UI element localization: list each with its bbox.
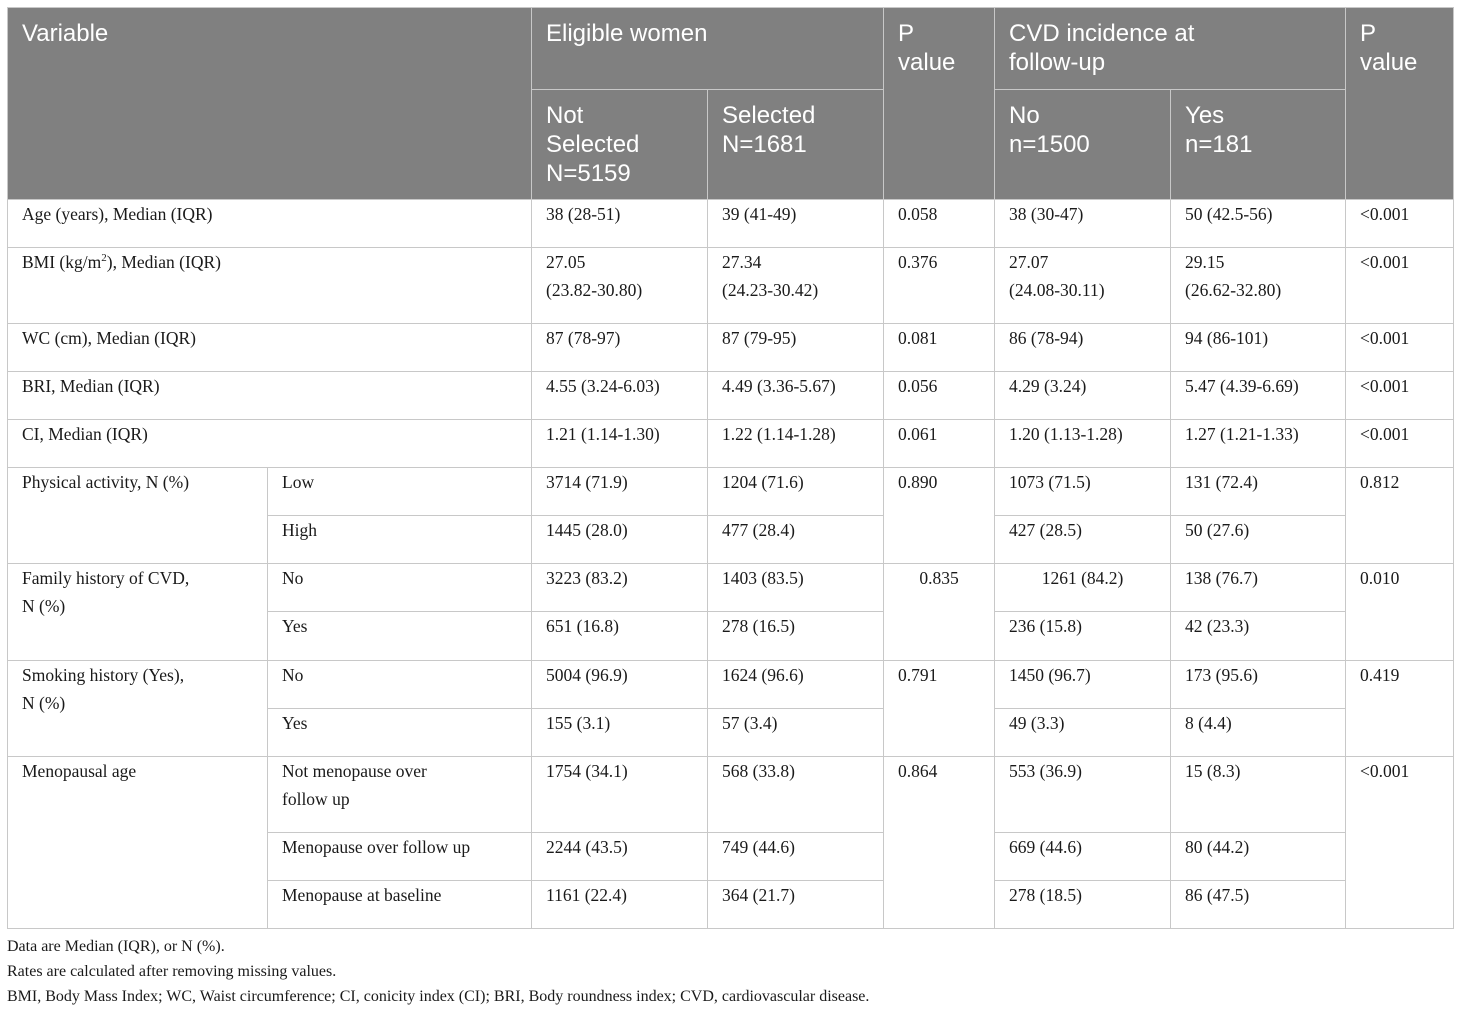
- cell-selected: 749 (44.6): [708, 833, 884, 881]
- table-row-wc: [8, 324, 1454, 372]
- cell-cvd-no: 236 (15.8): [995, 612, 1171, 661]
- cell-not-selected: 38 (28-51): [532, 200, 708, 248]
- cell-p-value-2: <0.001: [1346, 372, 1454, 420]
- cell-selected: 57 (3.4): [708, 709, 884, 757]
- cell-p-value-1: 0.081: [884, 324, 995, 372]
- table-row-physical-activity-low: [8, 468, 1454, 516]
- row-sublabel: High: [268, 516, 532, 564]
- cell-not-selected: 27.05 (23.82-30.80): [532, 248, 708, 324]
- table-row-family-history-no: [8, 564, 1454, 612]
- cell-p-value-2: 0.010: [1346, 564, 1454, 661]
- header-not-selected: Not Selected N=5159: [532, 90, 708, 200]
- cell-p-value-1: 0.376: [884, 248, 995, 324]
- cell-p-value-2: <0.001: [1346, 757, 1454, 929]
- header-cvd-no: No n=1500: [995, 90, 1171, 200]
- row-sublabel: Menopause at baseline: [268, 881, 532, 929]
- cell-cvd-no: 553 (36.9): [995, 757, 1171, 833]
- table-row-age: [8, 200, 1454, 248]
- cell-cvd-no: 86 (78-94): [995, 324, 1171, 372]
- cell-p-value-1: 0.864: [884, 757, 995, 929]
- cell-cvd-yes: 94 (86-101): [1171, 324, 1346, 372]
- header-cvd-incidence: CVD incidence at follow-up: [995, 8, 1346, 90]
- cell-cvd-yes: 8 (4.4): [1171, 709, 1346, 757]
- cell-p-value-2: 0.812: [1346, 468, 1454, 564]
- cell-cvd-no: 427 (28.5): [995, 516, 1171, 564]
- cell-not-selected: 1445 (28.0): [532, 516, 708, 564]
- cell-not-selected: 1754 (34.1): [532, 757, 708, 833]
- cell-selected: 39 (41-49): [708, 200, 884, 248]
- cell-not-selected: 3223 (83.2): [532, 564, 708, 612]
- row-sublabel: No: [268, 661, 532, 709]
- cell-cvd-yes: 15 (8.3): [1171, 757, 1346, 833]
- cell-cvd-no: 278 (18.5): [995, 881, 1171, 929]
- cell-cvd-no: 49 (3.3): [995, 709, 1171, 757]
- header-p-value-1: P value: [884, 8, 995, 200]
- cell-selected: 1.22 (1.14-1.28): [708, 420, 884, 468]
- cell-selected: 568 (33.8): [708, 757, 884, 833]
- cell-selected: 1204 (71.6): [708, 468, 884, 516]
- row-label: BMI $(kg/m^2)$, Median (IQR): [8, 248, 532, 324]
- cell-selected: 477 (28.4): [708, 516, 884, 564]
- cell-p-value-2: <0.001: [1346, 200, 1454, 248]
- cell-p-value-1: 0.835: [884, 564, 995, 661]
- cell-selected: 1624 (96.6): [708, 661, 884, 709]
- table-footnotes: [7, 934, 869, 1009]
- row-sublabel: Low: [268, 468, 532, 516]
- header-variable: Variable: [8, 8, 532, 200]
- row-sublabel: Not menopause over follow up: [268, 757, 532, 833]
- cell-selected: 1403 (83.5): [708, 564, 884, 612]
- cell-cvd-no: 27.07 (24.08-30.11): [995, 248, 1171, 324]
- cell-not-selected: 87 (78-97): [532, 324, 708, 372]
- cell-cvd-yes: 5.47 (4.39-6.69): [1171, 372, 1346, 420]
- cell-p-value-1: 0.061: [884, 420, 995, 468]
- baseline-characteristics-table: [7, 7, 1454, 929]
- table-row-bmi: [8, 248, 1454, 324]
- table-row-ci: [8, 420, 1454, 468]
- table-row-smoking-no: [8, 661, 1454, 709]
- cell-cvd-yes: 42 (23.3): [1171, 612, 1346, 661]
- cell-p-value-1: 0.791: [884, 661, 995, 757]
- cell-cvd-yes: 86 (47.5): [1171, 881, 1346, 929]
- cell-not-selected: 4.55 (3.24-6.03): [532, 372, 708, 420]
- cell-p-value-1: 0.890: [884, 468, 995, 564]
- cell-cvd-yes: 29.15 (26.62-32.80): [1171, 248, 1346, 324]
- row-sublabel: Yes: [268, 612, 532, 661]
- cell-p-value-2: <0.001: [1346, 248, 1454, 324]
- cell-cvd-no: 1261 (84.2): [995, 564, 1171, 612]
- row-label: Menopausal age: [8, 757, 268, 929]
- cell-selected: 4.49 (3.36-5.67): [708, 372, 884, 420]
- cell-p-value-1: 0.056: [884, 372, 995, 420]
- cell-cvd-yes: 50 (27.6): [1171, 516, 1346, 564]
- cell-not-selected: 1.21 (1.14-1.30): [532, 420, 708, 468]
- row-sublabel: Yes: [268, 709, 532, 757]
- cell-cvd-no: 1.20 (1.13-1.28): [995, 420, 1171, 468]
- cell-not-selected: 155 (3.1): [532, 709, 708, 757]
- cell-selected: 278 (16.5): [708, 612, 884, 661]
- cell-cvd-yes: 138 (76.7): [1171, 564, 1346, 612]
- cell-cvd-no: 1450 (96.7): [995, 661, 1171, 709]
- cell-cvd-yes: 173 (95.6): [1171, 661, 1346, 709]
- cell-selected: 364 (21.7): [708, 881, 884, 929]
- row-label: Smoking history (Yes), N (%): [8, 661, 268, 757]
- row-label: Family history of CVD, N (%): [8, 564, 268, 661]
- row-sublabel: Menopause over follow up: [268, 833, 532, 881]
- cell-not-selected: 2244 (43.5): [532, 833, 708, 881]
- cell-p-value-1: 0.058: [884, 200, 995, 248]
- row-label: CI, Median (IQR): [8, 420, 532, 468]
- row-label: Physical activity, N (%): [8, 468, 268, 564]
- cell-not-selected: 651 (16.8): [532, 612, 708, 661]
- row-label: BRI, Median (IQR): [8, 372, 532, 420]
- cell-cvd-no: 4.29 (3.24): [995, 372, 1171, 420]
- cell-p-value-2: 0.419: [1346, 661, 1454, 757]
- cell-not-selected: 3714 (71.9): [532, 468, 708, 516]
- cell-p-value-2: <0.001: [1346, 420, 1454, 468]
- header-eligible-women: Eligible women: [532, 8, 884, 90]
- row-label: Age (years), Median (IQR): [8, 200, 532, 248]
- cell-cvd-yes: 131 (72.4): [1171, 468, 1346, 516]
- row-label: WC (cm), Median (IQR): [8, 324, 532, 372]
- header-cvd-yes: Yes n=181: [1171, 90, 1346, 200]
- cell-cvd-yes: 80 (44.2): [1171, 833, 1346, 881]
- table-row-bri: [8, 372, 1454, 420]
- cell-p-value-2: <0.001: [1346, 324, 1454, 372]
- table-row-menopause-not: [8, 757, 1454, 833]
- header-selected: Selected N=1681: [708, 90, 884, 200]
- cell-not-selected: 5004 (96.9): [532, 661, 708, 709]
- footnote: BMI, Body Mass Index; WC, Waist circumference; CI, conicity index (CI); BRI, Body roundness index; CVD, cardiovascular disease.: [7, 988, 870, 1005]
- row-sublabel: No: [268, 564, 532, 612]
- header-p-value-2: P value: [1346, 8, 1454, 200]
- cell-cvd-yes: 1.27 (1.21-1.33): [1171, 420, 1346, 468]
- cell-not-selected: 1161 (22.4): [532, 881, 708, 929]
- cell-selected: 87 (79-95): [708, 324, 884, 372]
- cell-cvd-no: 38 (30-47): [995, 200, 1171, 248]
- footnote: Data are Median (IQR), or N (%).: [7, 938, 225, 955]
- cell-cvd-yes: 50 (42.5-56): [1171, 200, 1346, 248]
- cell-selected: 27.34 (24.23-30.42): [708, 248, 884, 324]
- table-container: [7, 7, 1453, 929]
- footnote: Rates are calculated after removing missing values.: [7, 963, 337, 980]
- cell-cvd-no: 1073 (71.5): [995, 468, 1171, 516]
- cell-cvd-no: 669 (44.6): [995, 833, 1171, 881]
